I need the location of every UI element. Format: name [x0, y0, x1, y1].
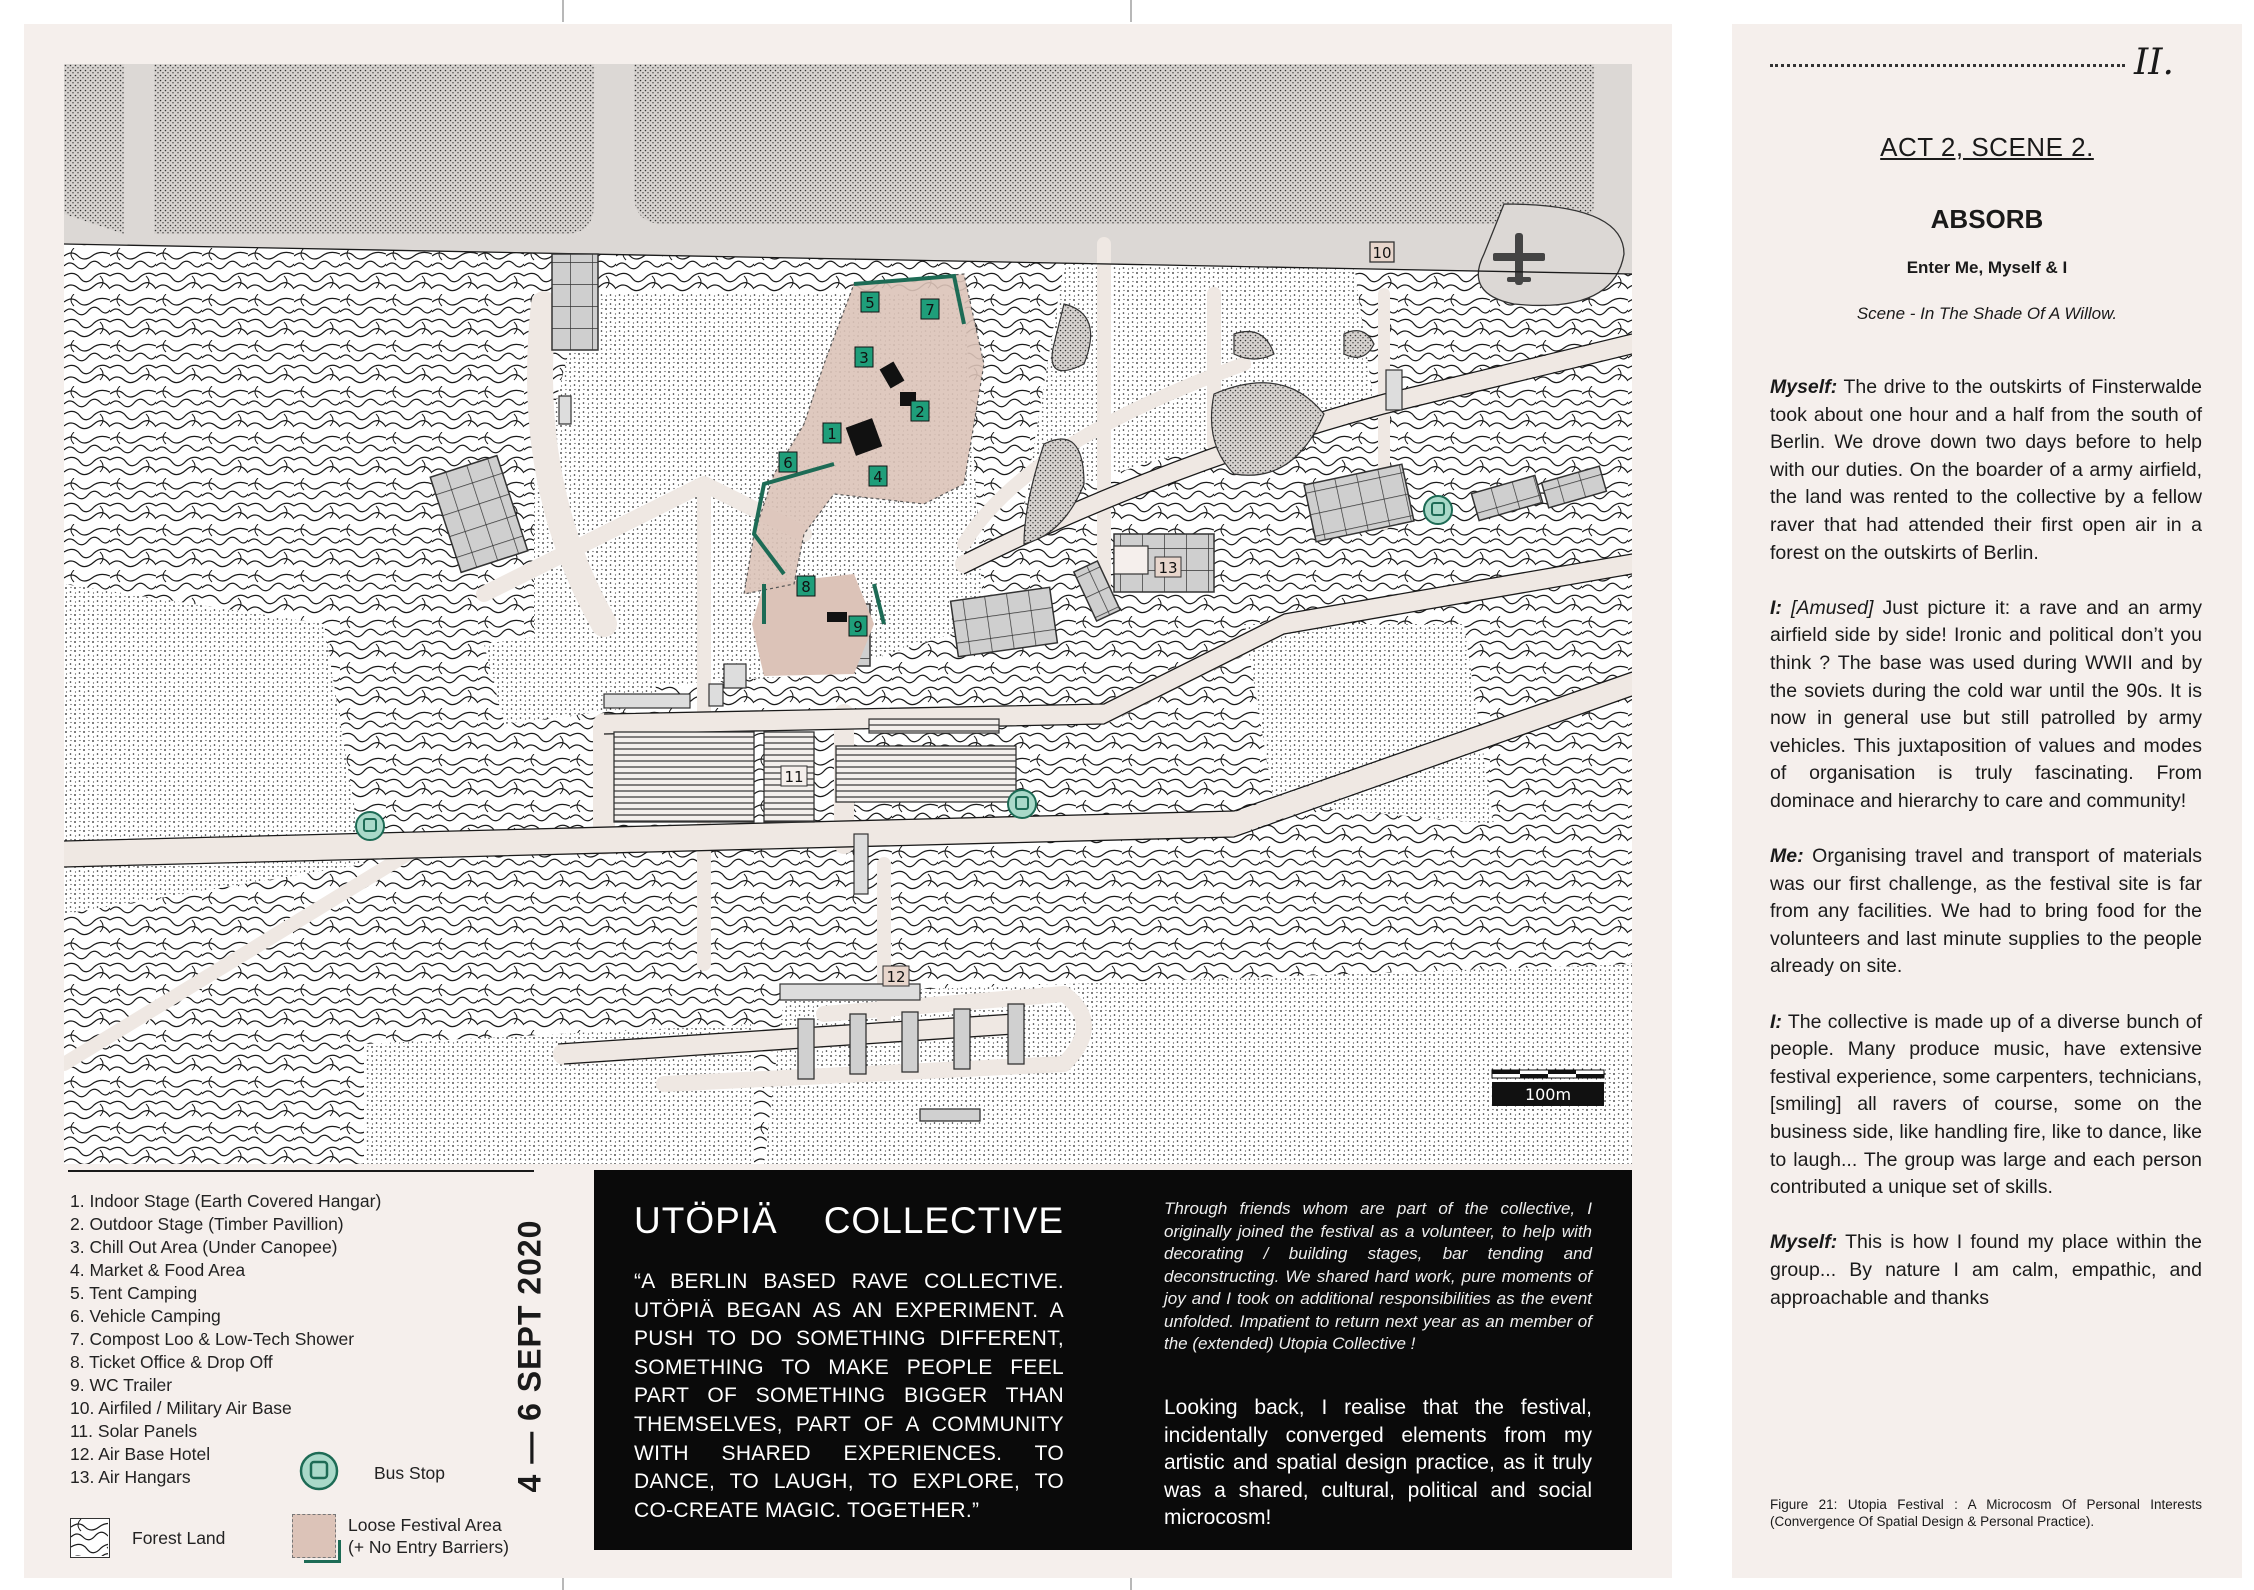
section-number: II. [2134, 42, 2174, 83]
marker-8: 8 [801, 578, 811, 596]
dialogue-paragraph: I: The collective is made up of a diverse bunch of people. Many produce music, have extensive festival experience, some carpenters, technicians, [smiling] all ravers of course, some on the business side, like handling fire, like to dance, like to laugh... The group was large and each person contributed a unique set of skills. [1770, 1010, 2202, 1199]
dialogue-paragraph: I: [Amused] Just picture it: a rave and an army airfield side by side! Ironic and political don’t you think ? The base was used during WWII and by the soviets during the cold war until the 90s. It is now in general use but still patrolled by army vehicles. This juxtaposition of values and modes of organisation is truly fascinating. From dominace and hierarchy to care and community! [1770, 596, 2203, 812]
left-page [24, 24, 1672, 1578]
collective-reflection: Looking back, I realise that the festival, incidentally converged elements from my artistic and spatial design practice, as it truly was a shared, cultural, political and social microcosm! [1164, 1396, 1592, 1530]
legend-bus-stop: Bus Stop [298, 1450, 445, 1496]
act-heading: ACT 2, SCENE 2. [1880, 132, 2094, 162]
dotted-rule [1770, 64, 2125, 67]
scene-line: Scene - In The Shade Of A Willow. [1856, 304, 2118, 323]
marker-3: 3 [859, 349, 869, 367]
legend-item: 3. Chill Out Area (Under Canopee) [70, 1237, 338, 1257]
marker-5: 5 [865, 294, 875, 312]
fold-mark [1130, 0, 1132, 22]
marker-2: 2 [915, 403, 925, 421]
legend-item: 2. Outdoor Stage (Timber Pavillion) [70, 1214, 344, 1234]
marker-12: 12 [886, 968, 906, 986]
dialogue-paragraph: Me: Organising travel and transport of materials was our first challenge, as the festival site is far from any facilities. We had to bring food for the volunteers and last minute supplies to the people already on site. [1770, 845, 2202, 978]
bus-stop-icon [1008, 790, 1036, 818]
section-title: ABSORB [1930, 204, 2044, 234]
marker-10: 10 [1372, 244, 1392, 262]
collective-intro: Through friends whom are part of the collective, I originally joined the festival as a volunteer, to help with decorating / building stages, bar tending and deconstructing. We shared hard work, pure moments of joy and I took on additional responsibilities as the event unfolded. Impatient to return next year as an member of the (extended) Utopia Collective ! [1164, 1199, 1592, 1353]
marker-11: 11 [784, 768, 804, 786]
right-page [1732, 24, 2242, 1578]
legend-list [70, 1190, 381, 1489]
collective-panel [594, 1170, 1632, 1550]
dialogue-paragraph: Myself: This is how I found my place within the group... By nature I am calm, empathic, and approachable and thanks [1770, 1231, 2202, 1309]
legend-item: 8. Ticket Office & Drop Off [70, 1352, 273, 1372]
festival-map [64, 64, 1632, 1164]
bus-stop-icon [356, 812, 384, 840]
legend-item: 10. Airfiled / Military Air Base [70, 1398, 292, 1418]
legend-item: 9. WC Trailer [70, 1375, 173, 1395]
map-legend [68, 1170, 578, 1570]
legend-rule [68, 1170, 534, 1172]
scale-bar [1492, 1070, 1604, 1106]
legend-loose-area: Loose Festival Area (+ No Entry Barriers) [292, 1514, 509, 1558]
legend-item: 11. Solar Panels [70, 1421, 198, 1441]
collective-title: UTÖPIÄ COLLECTIVE [634, 1200, 1064, 1241]
legend-item: 12. Air Base Hotel [70, 1444, 211, 1464]
dialogue-body [1770, 374, 2202, 1340]
legend-item: 6. Vehicle Camping [70, 1306, 221, 1326]
marker-4: 4 [873, 468, 883, 486]
figure-caption: Figure 21: Utopia Festival : A Microcosm Of Personal Interests (Convergence Of Spatial Design & Personal Practice). [1770, 1497, 2202, 1529]
bus-stop-icon [298, 1450, 340, 1496]
legend-item: 4. Market & Food Area [70, 1260, 246, 1280]
legend-item: 1. Indoor Stage (Earth Covered Hangar) [70, 1191, 382, 1211]
legend-forest: Forest Land [70, 1518, 225, 1558]
marker-7: 7 [925, 301, 935, 319]
marker-1: 1 [827, 425, 837, 443]
legend-item: 7. Compost Loo & Low-Tech Shower [70, 1329, 355, 1349]
forest-swatch [70, 1518, 110, 1558]
event-dates: 4 — 6 SEPT 2020 [511, 1219, 548, 1493]
dialogue-paragraph: Myself: The drive to the outskirts of Finsterwalde took about one hour and a half from the south of Berlin. We drove down two days before to help with our duties. On the boarder of a army airfield, the land was rented to the collective by a fellow raver that had attended their first open air in a forest on the outskirts of Berlin. [1770, 376, 2202, 564]
marker-6: 6 [783, 454, 793, 472]
enter-line: Enter Me, Myself & I [1906, 258, 2068, 277]
collective-quote: “A BERLIN BASED RAVE COLLECTIVE. UTÖPIÄ BEGAN AS AN EXPERIMENT. A PUSH TO DO SOMETHING DIFFERENT, SOMETHING TO MAKE PEOPLE FEEL PART OF SOMETHING BIGGER THAN THEMSELVES, PART OF A COMMUNITY WITH SHARED EXPERIENCES. TO DANCE, TO LAUGH, TO EXPLORE, TO CO-CREATE MAGIC. TOGETHER.” [634, 1270, 1064, 1522]
legend-item: 5. Tent Camping [70, 1283, 198, 1303]
marker-9: 9 [853, 618, 863, 636]
legend-item: 13. Air Hangars [70, 1467, 191, 1487]
marker-13: 13 [1158, 559, 1178, 577]
bus-stop-icon [1424, 496, 1452, 524]
fold-mark [562, 0, 564, 22]
loose-area-swatch [292, 1514, 336, 1558]
scale-label: 100m [1524, 1085, 1572, 1104]
